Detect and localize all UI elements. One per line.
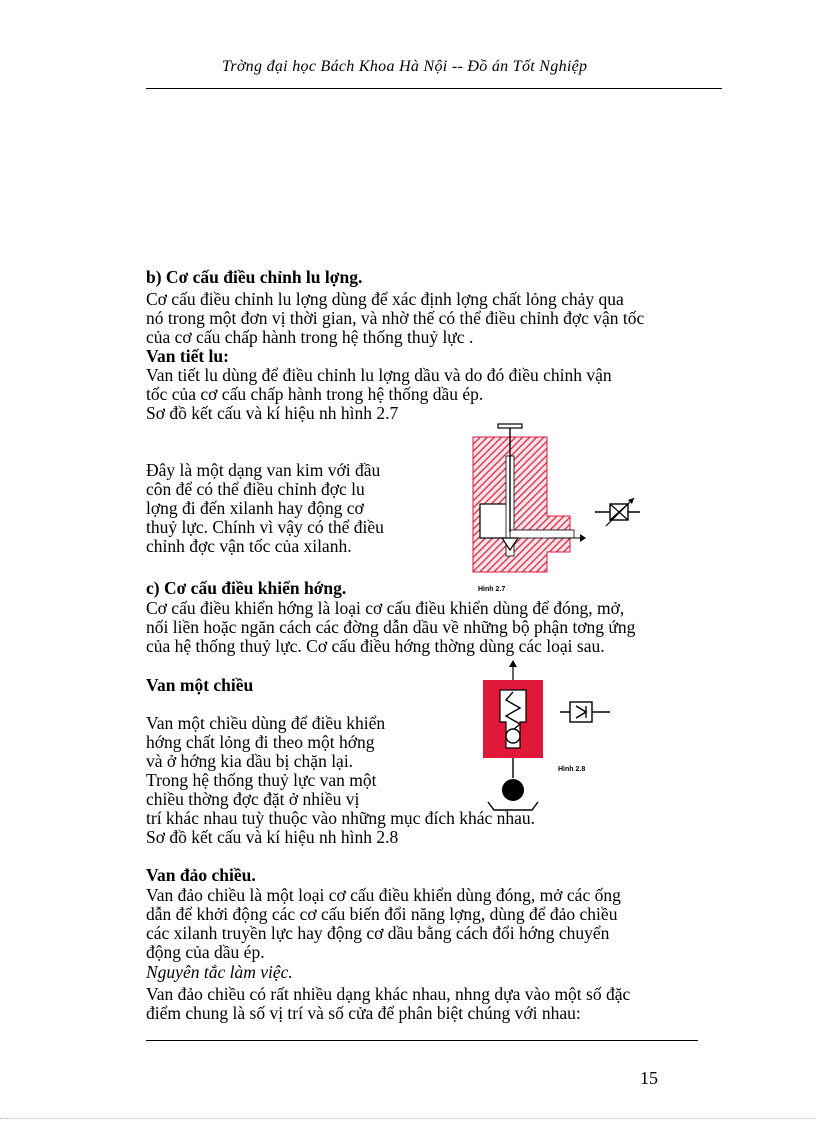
para-directional-3: các xilanh truyền lực hay động cơ dầu bằng cách đổi hớng chuyển: [146, 923, 610, 943]
final-para-2: điểm chung là số vị trí và số cửa để phân biệt chúng với nhau:: [146, 1003, 581, 1023]
check-valve-7: Sơ đồ kết cấu và kí hiệu nh hình 2.8: [146, 827, 399, 847]
throttle-desc-5: chỉnh đợc vận tốc của xilanh.: [146, 536, 352, 556]
heading-flow-control: b) Cơ cấu điều chỉnh lu lợng.: [146, 267, 363, 287]
final-para-1: Van đảo chiều có rất nhiều dạng khác nhau, nhng dựa vào một số đặc: [146, 984, 631, 1004]
check-valve-2: hớng chất lỏng đi theo một hớng: [146, 732, 375, 752]
heading-check-valve: Van một chiều: [146, 675, 254, 695]
footer-rule: [146, 1040, 698, 1041]
check-valve-4: Trong hệ thống thuỷ lực van một: [146, 770, 377, 790]
page-number: 15: [640, 1068, 658, 1088]
throttle-desc-3: lợng đi đến xilanh hay động cơ: [146, 498, 364, 518]
page-header-title: Trờng đại học Bách Khoa Hà Nội -- Đồ án Tốt Nghiệp: [222, 58, 588, 75]
check-valve-6: trí khác nhau tuỳ thuộc vào những mục đích khác nhau.: [146, 808, 536, 828]
throttle-desc-1: Đây là một dạng van kim với đầu: [146, 460, 381, 480]
header-rule: [146, 88, 722, 89]
figure-2-7-caption: Hình 2.7: [478, 586, 506, 593]
page-bottom-divider: [0, 1118, 816, 1119]
para-throttle-1: Van tiết lu dùng để điều chỉnh lu lợng dầu và do đó điều chỉnh vận: [146, 365, 612, 385]
check-valve-5: chiều thờng đợc đặt ở nhiều vị: [146, 789, 360, 809]
heading-direction-control: c) Cơ cấu điều khiển hớng.: [146, 578, 347, 598]
para-directional-4: động của dầu ép.: [146, 942, 265, 962]
figure-2-8-check-valve: [470, 660, 620, 820]
figure-2-7-throttle-valve: [440, 420, 660, 600]
para-flow-control-2: nó trong một đơn vị thời gian, và nhờ thế có thể điều chỉnh đợc vận tốc: [146, 308, 645, 328]
check-valve-3: và ở hớng kia dầu bị chặn lại.: [146, 751, 354, 771]
para-flow-control-3: của cơ cấu chấp hành trong hệ thống thuỷ lực .: [146, 327, 474, 347]
para-directional-2: dẫn để khởi động các cơ cấu biến đổi năng lợng, dùng để đảo chiều: [146, 904, 618, 924]
para-throttle-2: tốc của cơ cấu chấp hành trong hệ thống dầu ép.: [146, 384, 484, 404]
para-throttle-3: Sơ đồ kết cấu và kí hiệu nh hình 2.7: [146, 403, 399, 423]
figure-2-8-caption: Hình 2.8: [558, 766, 586, 773]
para-direction-1: Cơ cấu điều khiển hớng là loại cơ cấu điều khiển dùng để đóng, mở,: [146, 598, 625, 618]
para-direction-2: nối liền hoặc ngăn cách các đờng dẫn dầu về những bộ phận tơng ứng: [146, 617, 636, 637]
check-valve-1: Van một chiều dùng để điều khiển: [146, 713, 386, 733]
throttle-desc-4: thuỷ lực. Chính vì vậy có thể điều: [146, 517, 384, 537]
working-principle: Nguyên tắc làm việc.: [146, 962, 293, 982]
para-flow-control-1: Cơ cấu điều chỉnh lu lợng dùng để xác định lợng chất lỏng chảy qua: [146, 289, 624, 309]
para-direction-3: của hệ thống thuỷ lực. Cơ cấu điều hớng thờng dùng các loại sau.: [146, 636, 605, 656]
para-directional-1: Van đảo chiều là một loại cơ cấu điều khiển dùng đóng, mở các ống: [146, 885, 621, 905]
heading-directional-valve: Van đảo chiều.: [146, 865, 256, 885]
throttle-desc-2: côn để có thể điều chỉnh đợc lu: [146, 479, 365, 499]
heading-throttle-valve: Van tiết lu:: [146, 346, 229, 366]
